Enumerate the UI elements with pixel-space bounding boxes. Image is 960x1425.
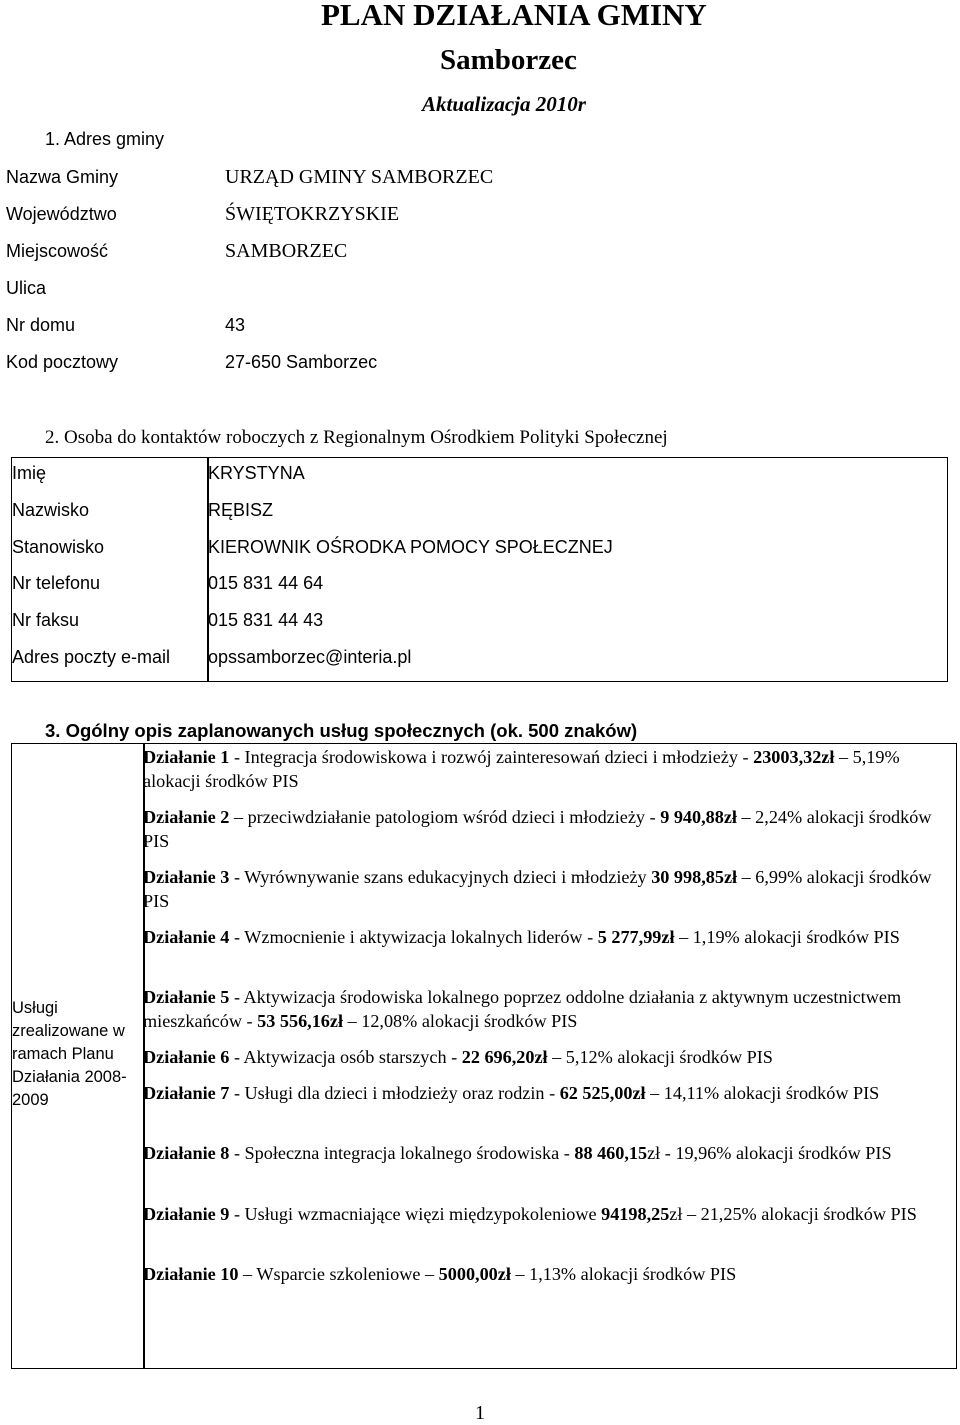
field-label: Nr telefonu (12, 573, 101, 593)
field-value: opssamborzec@interia.pl (208, 647, 412, 667)
field-value: RĘBISZ (208, 500, 274, 520)
field-label: Nazwisko (12, 500, 90, 520)
field-value: URZĄD GMINY SAMBORZEC (225, 166, 494, 188)
section2-heading: 2. Osoba do kontaktów roboczych z Regionalnym Ośrodkiem Polityki Społecznej (45, 427, 668, 448)
field-label: Kod pocztowy (6, 352, 119, 372)
action-item: Działanie 3 - Wyrównywanie szans edukacyjnych dzieci i młodzieży 30 998,85zł – 6,99% alokacji środków PIS (143, 867, 932, 911)
page-subtitle: Samborzec (440, 44, 577, 76)
field-label: Adres poczty e-mail (12, 647, 171, 667)
field-value: KRYSTYNA (208, 463, 305, 483)
field-value: 015 831 44 64 (208, 573, 324, 593)
action-item: Działanie 5 - Aktywizacja środowiska lokalnego poprzez oddolne działania z aktywnym uczestnictwem mieszkańców - 53 556,16zł – 12,08% alokacji środków PIS (143, 987, 902, 1031)
action-item: Działanie 2 – przeciwdziałanie patologiom wśród dzieci i młodzieży - 9 940,88zł – 2,24% alokacji środków PIS (143, 807, 932, 851)
field-label: Nr faksu (12, 610, 80, 630)
action-item: Działanie 1 - Integracja środowiskowa i rozwój zainteresowań dzieci i młodzieży - 23003,32zł – 5,19% alokacji środków PIS (143, 747, 900, 791)
action-item: Działanie 6 - Aktywizacja osób starszych - 22 696,20zł – 5,12% alokacji środków PIS (143, 1047, 773, 1067)
field-value: 27-650 Samborzec (225, 352, 378, 372)
field-label: Nr domu (6, 315, 76, 335)
field-label: Imię (12, 463, 47, 483)
section1-heading: 1. Adres gminy (45, 129, 165, 149)
action-item: Działanie 7 - Usługi dla dzieci i młodzieży oraz rodzin - 62 525,00zł – 14,11% alokacji środków PIS (143, 1083, 880, 1103)
services-side-label: Usługi zrealizowane w ramach Planu Działania 2008-2009 (12, 999, 127, 1109)
field-label: Stanowisko (12, 537, 105, 557)
section3-heading: 3. Ogólny opis zaplanowanych usług społecznych (ok. 500 znaków) (45, 720, 638, 741)
action-item: Działanie 8 - Społeczna integracja lokalnego środowiska - 88 460,15zł - 19,96% alokacji środków PIS (143, 1143, 892, 1163)
field-value: KIEROWNIK OŚRODKA POMOCY SPOŁECZNEJ (208, 537, 613, 557)
action-item: Działanie 10 – Wsparcie szkoleniowe – 5000,00zł – 1,13% alokacji środków PIS (143, 1264, 737, 1284)
field-value: ŚWIĘTOKRZYSKIE (225, 203, 400, 225)
page-title: PLAN DZIAŁANIA GMINY (321, 0, 707, 32)
field-label: Nazwa Gminy (6, 167, 119, 187)
update-note: Aktualizacja 2010r (422, 92, 586, 116)
action-item: Działanie 4 - Wzmocnienie i aktywizacja lokalnych liderów - 5 277,99zł – 1,19% alokacji środków PIS (143, 927, 900, 947)
action-item: Działanie 9 - Usługi wzmacniające więzi międzypokoleniowe 94198,25zł – 21,25% alokacji środków PIS (143, 1204, 917, 1224)
field-label: Ulica (6, 278, 47, 298)
field-value: 015 831 44 43 (208, 610, 324, 630)
field-label: Województwo (6, 204, 117, 224)
field-label: Miejscowość (6, 241, 109, 261)
field-value: 43 (225, 315, 246, 335)
field-value: SAMBORZEC (225, 240, 348, 262)
page-number: 1 (475, 1402, 485, 1424)
